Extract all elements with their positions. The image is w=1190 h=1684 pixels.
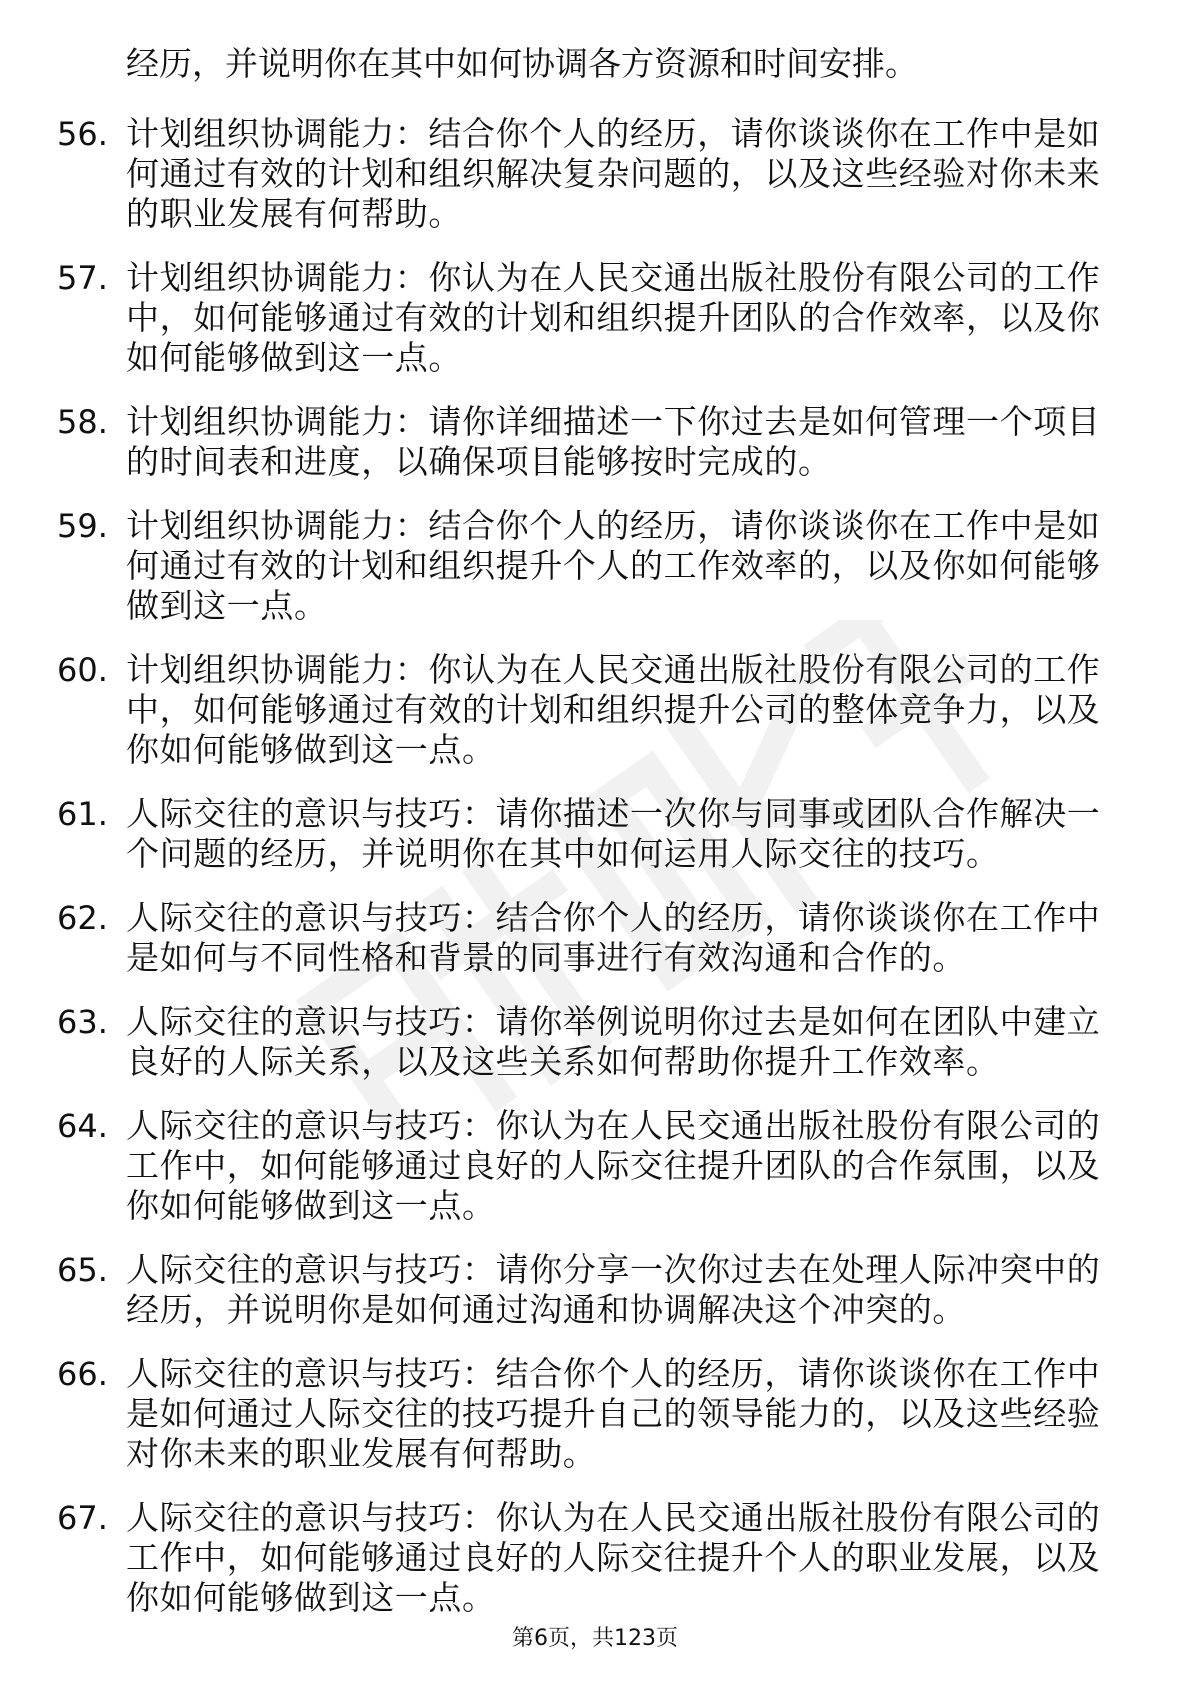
question-text: 计划组织协调能力：结合你个人的经历，请你谈谈你在工作中是如何通过有效的计划和组织提升个人的工作效率的，以及你如何能够做到这一点。 (126, 506, 1101, 625)
question-text: 人际交往的意识与技巧：结合你个人的经历，请你谈谈你在工作中是如何通过人际交往的技巧提升自己的领导能力的，以及这些经验对你未来的职业发展有何帮助。 (126, 1354, 1101, 1473)
question-text: 人际交往的意识与技巧：请你举例说明你过去是如何在团队中建立良好的人际关系，以及这些关系如何帮助你提升工作效率。 (126, 1002, 1101, 1081)
question-item (0, 1498, 1190, 1618)
question-item (0, 1250, 1190, 1330)
question-number: 56. (57, 115, 108, 153)
question-item (0, 1002, 1190, 1082)
question-item (0, 650, 1190, 770)
question-text: 计划组织协调能力：请你详细描述一下你过去是如何管理一个项目的时间表和进度，以确保项目能够按时完成的。 (126, 402, 1101, 481)
question-number: 59. (57, 507, 108, 545)
question-text: 人际交往的意识与技巧：请你描述一次你与同事或团队合作解决一个问题的经历，并说明你在其中如何运用人际交往的技巧。 (126, 794, 1101, 873)
question-text: 计划组织协调能力：你认为在人民交通出版社股份有限公司的工作中，如何能够通过有效的计划和组织提升团队的合作效率，以及你如何能够做到这一点。 (126, 258, 1101, 377)
question-number: 62. (57, 899, 108, 937)
continuation-text: 经历，并说明你在其中如何协调各方资源和时间安排。 (126, 44, 918, 83)
question-number: 64. (57, 1107, 108, 1145)
question-item (0, 1354, 1190, 1474)
question-text: 人际交往的意识与技巧：你认为在人民交通出版社股份有限公司的工作中，如何能够通过良好的人际交往提升个人的职业发展，以及你如何能够做到这一点。 (126, 1498, 1101, 1617)
question-text: 人际交往的意识与技巧：结合你个人的经历，请你谈谈你在工作中是如何与不同性格和背景的同事进行有效沟通和合作的。 (126, 898, 1101, 977)
question-item (0, 1106, 1190, 1226)
question-number: 65. (57, 1251, 108, 1289)
question-item (0, 114, 1190, 234)
question-item (0, 506, 1190, 626)
question-item (0, 794, 1190, 874)
question-text: 计划组织协调能力：结合你个人的经历，请你谈谈你在工作中是如何通过有效的计划和组织解决复杂问题的，以及这些经验对你未来的职业发展有何帮助。 (126, 114, 1101, 233)
page-footer: 第6页，共123页 (512, 1626, 678, 1651)
question-item (0, 898, 1190, 978)
question-item (0, 402, 1190, 482)
question-text: 计划组织协调能力：你认为在人民交通出版社股份有限公司的工作中，如何能够通过有效的计划和组织提升公司的整体竞争力，以及你如何能够做到这一点。 (126, 650, 1101, 769)
question-item (0, 258, 1190, 378)
question-list (0, 114, 1190, 1642)
question-number: 67. (57, 1499, 108, 1537)
question-number: 57. (57, 259, 108, 297)
question-number: 61. (57, 795, 108, 833)
question-text: 人际交往的意识与技巧：请你分享一次你过去在处理人际冲突中的经历，并说明你是如何通过沟通和协调解决这个冲突的。 (126, 1250, 1101, 1329)
question-number: 60. (57, 651, 108, 689)
question-number: 63. (57, 1003, 108, 1041)
question-number: 58. (57, 403, 108, 441)
question-number: 66. (57, 1355, 108, 1393)
question-text: 人际交往的意识与技巧：你认为在人民交通出版社股份有限公司的工作中，如何能够通过良好的人际交往提升团队的合作氛围，以及你如何能够做到这一点。 (126, 1106, 1101, 1225)
